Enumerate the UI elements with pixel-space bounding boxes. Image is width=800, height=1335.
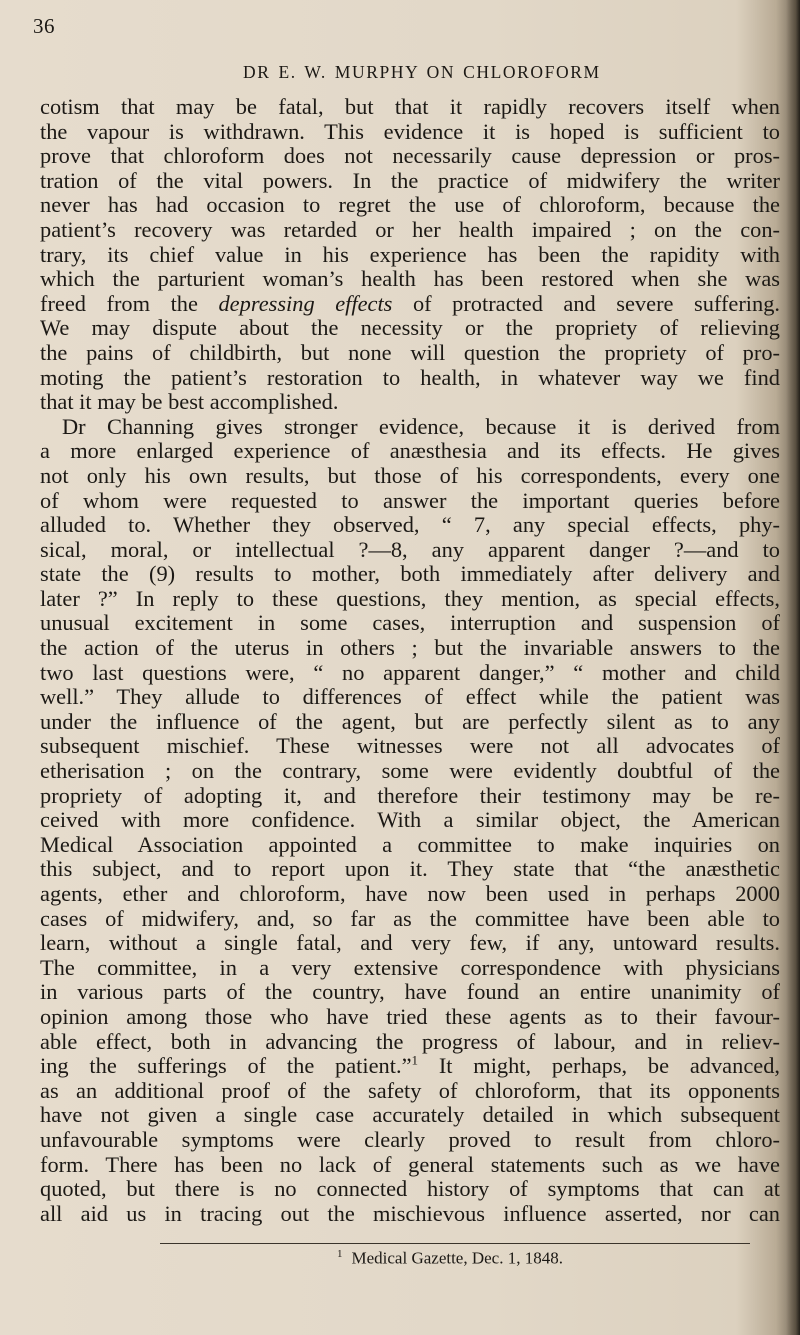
text-line: subsequent mischief. These witnesses were not all advocates of — [40, 733, 780, 759]
text-segment: freed from the — [40, 290, 198, 316]
emphasis-depressing-effects: depressing effects — [218, 290, 393, 316]
text-line: sical, moral, or intellectual ?—8, any apparent danger ?—and to — [40, 536, 780, 562]
text-line: have not given a single case accurately detailed in which subsequent — [40, 1102, 780, 1128]
body-text — [40, 95, 780, 1226]
text-line: etherisation ; on the contrary, some were evidently doubtful of the — [40, 758, 780, 784]
text-segment: of protracted and severe suffering. — [412, 290, 781, 316]
text-line-with-emphasis — [40, 292, 780, 317]
text-line: agents, ether and chloroform, have now been used in perhaps 2000 — [40, 881, 780, 906]
text-line: learn, without a single fatal, and very few, if any, untoward results. — [40, 930, 780, 956]
text-line: able effect, both in advancing the progress of labour, and in reliev- — [40, 1028, 780, 1054]
text-line: tration of the vital powers. In the practice of midwifery the writer — [40, 167, 780, 193]
text-line: propriety of adopting it, and therefore their testimony may be re- — [40, 782, 780, 808]
page-gutter-shadow — [786, 0, 800, 1335]
text-line: all aid us in tracing out the mischievous influence asserted, nor can — [40, 1200, 780, 1226]
text-line: never has had occasion to regret the use of chloroform, because the — [40, 192, 780, 218]
footnote-divider — [160, 1243, 750, 1244]
text-line: as an additional proof of the safety of chloroform, that its opponents — [40, 1077, 780, 1103]
text-line: cases of midwifery, and, so far as the committee have been able to — [40, 905, 780, 931]
text-line: prove that chloroform does not necessarily cause depression or pros- — [40, 143, 780, 169]
text-line: ceived with more confidence. With a similar object, the American — [40, 807, 780, 833]
text-line: state the (9) results to mother, both immediately after delivery and — [40, 561, 780, 587]
text-line: form. There has been no lack of general statements such as we have — [40, 1151, 780, 1177]
text-line: Medical Association appointed a committee to make inquiries on — [40, 831, 780, 857]
text-line: under the influence of the agent, but are perfectly silent as to any — [40, 708, 780, 734]
footnote-text: Medical Gazette, Dec. 1, 1848. — [351, 1248, 563, 1268]
text-line: The committee, in a very extensive correspondence with physicians — [40, 954, 780, 980]
text-line: unusual excitement in some cases, interruption and suspension of — [40, 610, 780, 636]
text-line: moting the patient’s restoration to health, in whatever way we find — [40, 364, 780, 390]
text-line: We may dispute about the necessity or the propriety of relieving — [40, 315, 780, 341]
text-line: the vapour is withdrawn. This evidence it is hoped is sufficient to — [40, 118, 780, 144]
text-line: of whom were requested to answer the important queries before — [40, 487, 780, 513]
text-line: the action of the uterus in others ; but the invariable answers to the — [40, 635, 780, 661]
text-segment: It might, perhaps, be advanced, — [438, 1053, 780, 1079]
text-line: the pains of childbirth, but none will question the propriety of pro- — [40, 339, 780, 365]
text-line: opinion among those who have tried these agents as to their favour- — [40, 1003, 780, 1029]
paragraph-start-line: Dr Channing gives stronger evidence, because it is derived from — [62, 413, 780, 439]
text-line: in various parts of the country, have found an entire unanimity of — [40, 979, 780, 1005]
running-head: DR E. W. MURPHY ON CHLOROFORM — [243, 62, 601, 82]
text-line: which the parturient woman’s health has been restored when she was — [40, 266, 780, 292]
text-line: not only his own results, but those of his correspondents, every one — [40, 462, 780, 488]
text-line: a more enlarged experience of anæsthesia and its effects. He gives — [40, 438, 780, 464]
text-line: this subject, and to report upon it. They state that “the anæsthetic — [40, 856, 780, 882]
text-segment: ing the sufferings of the patient.” — [40, 1053, 412, 1079]
text-line-with-footnote-ref — [40, 1054, 780, 1079]
text-line: cotism that may be fatal, but that it rapidly recovers itself when — [40, 94, 780, 119]
text-line: alluded to. Whether they observed, “ 7, any special effects, phy- — [40, 512, 780, 538]
footnote-reference: 1 — [411, 1052, 419, 1068]
text-line: that it may be best accomplished. — [40, 389, 339, 415]
text-line: unfavourable symptoms were clearly proved to result from chloro- — [40, 1126, 780, 1152]
text-line: quoted, but there is no connected history of symptoms that can at — [40, 1176, 780, 1202]
text-line: patient’s recovery was retarded or her health impaired ; on the con- — [40, 216, 780, 242]
page-number: 36 — [33, 14, 55, 38]
text-line: later ?” In reply to these questions, they mention, as special effects, — [40, 585, 780, 611]
footnote — [337, 1248, 563, 1269]
text-line: two last questions were, “ no apparent danger,” “ mother and child — [40, 659, 780, 685]
text-line: well.” They allude to differences of effect while the patient was — [40, 684, 780, 710]
footnote-marker: 1 — [337, 1248, 343, 1260]
text-line: trary, its chief value in his experience has been the rapidity with — [40, 241, 780, 267]
